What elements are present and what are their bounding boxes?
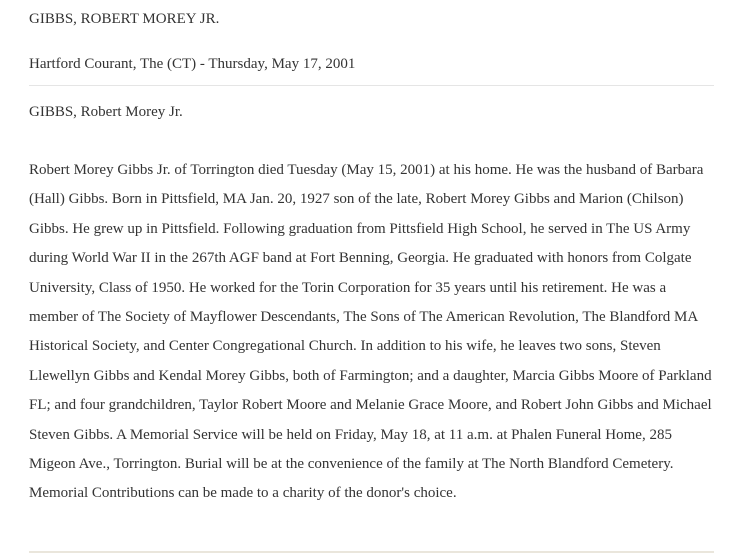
publication-source: Hartford Courant, The (CT) - Thursday, May 17, 2001 [29,56,356,72]
obituary-title: GIBBS, ROBERT MOREY JR. [29,11,220,27]
obituary-body: Robert Morey Gibbs Jr. of Torrington died Tuesday (May 15, 2001) at his home. He was the husband of Barbara (Hall) Gibbs. Born in Pittsfield, MA Jan. 20, 1927 son of the late, Robert Morey Gibbs and Marion (Chilson) Gibbs. He grew up in Pittsfield. Following graduation from Pittsfield High School, he served in The US Army during World War II in the 267th AGF band at Fort Benning, Georgia. He graduated with honors from Colgate University, Class of 1950. He worked for the Torin Corporation for 35 years until his retirement. He was a member of The Society of Mayflower Descendants, The Sons of The American Revolution, The Blandford MA Historical Society, and Center Congregational Church. In addition to his wife, he leaves two sons, Steven Llewellyn Gibbs and Kendal Morey Gibbs, both of Farmington; and a daughter, Marcia Gibbs Moore of Parkland FL; and four grandchildren, Taylor Robert Moore and Melanie Grace Moore, and Robert John Gibbs and Michael Steven Gibbs. A Memorial Service will be held on Friday, May 18, at 11 a.m. at Phalen Funeral Home, 285 Migeon Ave., Torrington. Burial will be at the convenience of the family at The North Blandford Cemetery. Memorial Contributions can be made to a charity of the donor's choice. [29,162,712,502]
article-name: GIBBS, Robert Morey Jr. [29,104,183,120]
footer-divider [29,551,714,553]
header-divider [29,85,714,86]
